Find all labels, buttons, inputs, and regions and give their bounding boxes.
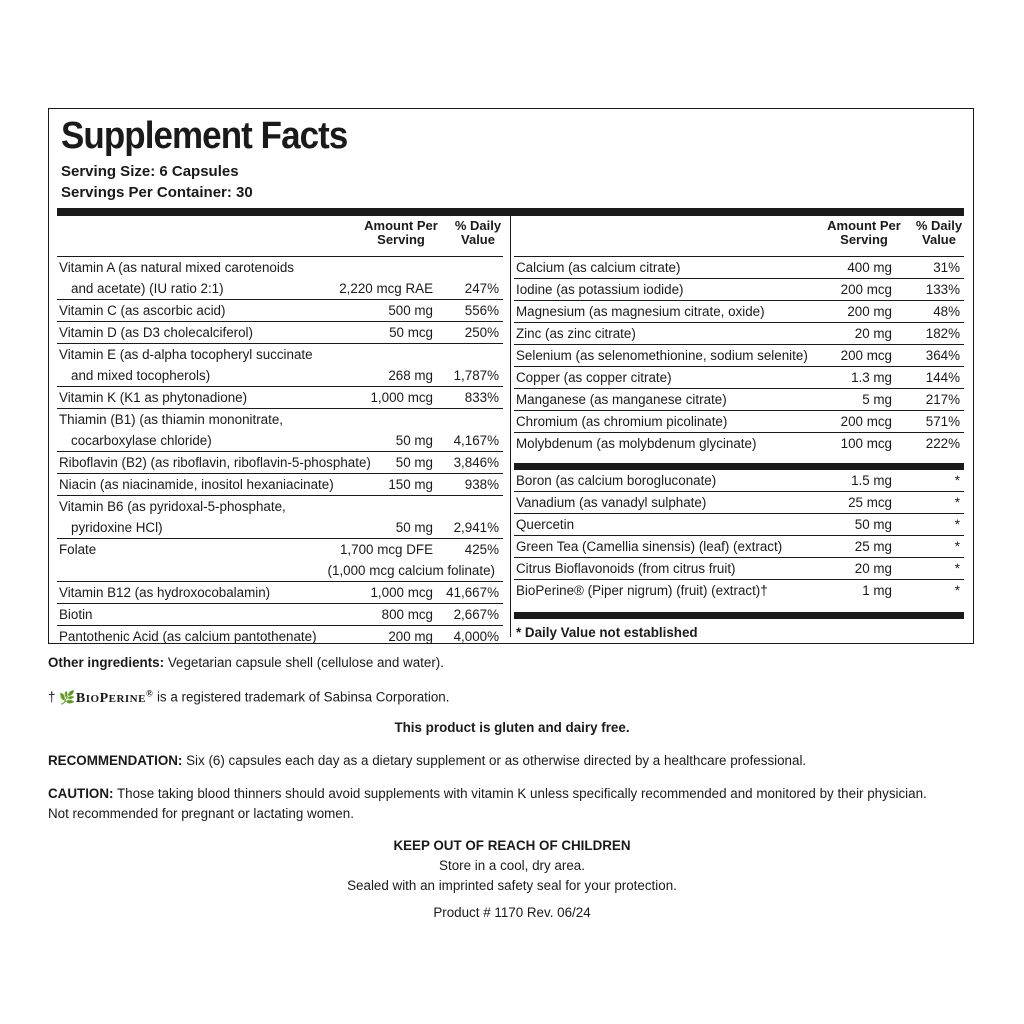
nutrient-daily-value: 1,787% bbox=[453, 368, 499, 383]
nutrient-amount: 25 mg bbox=[854, 539, 892, 554]
nutrient-row bbox=[514, 389, 964, 411]
nutrient-name-continued: pyridoxine HCl) bbox=[71, 520, 163, 535]
nutrient-name: Vitamin B12 (as hydroxocobalamin) bbox=[59, 585, 271, 600]
bioperine-logo: 🌿BIOPERINE® bbox=[59, 688, 154, 706]
right-column bbox=[514, 215, 964, 640]
nutrient-daily-value: 48% bbox=[933, 304, 960, 319]
nutrient-amount: 50 mg bbox=[395, 520, 433, 535]
nutrient-amount: 200 mcg bbox=[840, 414, 892, 429]
nutrient-name: Calcium (as calcium citrate) bbox=[516, 260, 681, 275]
nutrient-daily-value: 182% bbox=[925, 326, 960, 341]
nutrient-amount: 1,000 mcg bbox=[370, 390, 433, 405]
nutrient-row bbox=[57, 582, 503, 604]
nutrient-amount: 100 mcg bbox=[840, 436, 892, 451]
nutrient-name: Boron (as calcium borogluconate) bbox=[516, 473, 717, 488]
nutrient-daily-value: 144% bbox=[925, 370, 960, 385]
nutrient-amount: 268 mg bbox=[388, 368, 433, 383]
nutrient-row bbox=[514, 411, 964, 433]
nutrient-amount: 200 mcg bbox=[840, 348, 892, 363]
nutrient-name: Vitamin E (as d-alpha tocopheryl succinate bbox=[59, 347, 313, 362]
caution: CAUTION: Those taking blood thinners should avoid supplements with vitamin K unless specifically recommended and monitored by their physician. Not recommended for pregnant or lactating women. bbox=[48, 786, 927, 821]
bioperine-trademark: † 🌿BIOPERINE® is a registered trademark of Sabinsa Corporation. bbox=[48, 688, 450, 706]
nutrient-name: Copper (as copper citrate) bbox=[516, 370, 672, 385]
amount-header: Amount Per Serving bbox=[364, 218, 438, 247]
nutrient-name: BioPerine® (Piper nigrum) (fruit) (extract)† bbox=[516, 583, 768, 598]
nutrient-row bbox=[57, 344, 503, 387]
nutrient-daily-value: * bbox=[954, 539, 960, 554]
nutrient-name: Vitamin K (K1 as phytonadione) bbox=[59, 390, 248, 405]
nutrient-row bbox=[514, 558, 964, 580]
nutrient-amount: 1 mg bbox=[862, 583, 892, 598]
supplement-facts-panel bbox=[48, 108, 974, 644]
nutrient-amount: 800 mcg bbox=[381, 607, 433, 622]
nutrient-daily-value: 4,000% bbox=[453, 629, 499, 644]
nutrient-amount: 5 mg bbox=[862, 392, 892, 407]
nutrient-row bbox=[57, 474, 503, 496]
nutrient-daily-value: * bbox=[954, 495, 960, 510]
nutrient-daily-value: 364% bbox=[925, 348, 960, 363]
servings-per-container: Servings Per Container: 30 bbox=[61, 184, 253, 201]
left-rows bbox=[57, 257, 503, 648]
nutrient-amount: 150 mg bbox=[388, 477, 433, 492]
nutrient-amount: 200 mcg bbox=[840, 282, 892, 297]
nutrient-daily-value: 250% bbox=[464, 325, 499, 340]
nutrient-daily-value: * bbox=[954, 517, 960, 532]
nutrient-row bbox=[514, 470, 964, 492]
nutrient-name-continued: and acetate) (IU ratio 2:1) bbox=[71, 281, 224, 296]
nutrient-row bbox=[57, 322, 503, 344]
right-column-header bbox=[514, 215, 964, 257]
nutrient-name: Magnesium (as magnesium citrate, oxide) bbox=[516, 304, 765, 319]
bottom-thick-rule bbox=[514, 612, 964, 619]
section-thick-rule bbox=[514, 463, 964, 470]
nutrient-row bbox=[514, 301, 964, 323]
facts-title: Supplement Facts bbox=[61, 115, 348, 157]
right-rows-2 bbox=[514, 470, 964, 602]
nutrient-name-continued: and mixed tocopherols) bbox=[71, 368, 211, 383]
nutrient-daily-value: 41,667% bbox=[446, 585, 499, 600]
nutrient-name: Chromium (as chromium picolinate) bbox=[516, 414, 728, 429]
keep-out-warning: KEEP OUT OF REACH OF CHILDREN bbox=[393, 838, 631, 853]
nutrient-name: Vanadium (as vanadyl sulphate) bbox=[516, 495, 707, 510]
left-column-header bbox=[57, 215, 503, 257]
nutrient-name: Vitamin A (as natural mixed carotenoids bbox=[59, 260, 294, 275]
nutrient-daily-value: 938% bbox=[464, 477, 499, 492]
nutrient-amount: 20 mg bbox=[854, 326, 892, 341]
nutrient-name: Thiamin (B1) (as thiamin mononitrate, bbox=[59, 412, 284, 427]
nutrient-name: Vitamin C (as ascorbic acid) bbox=[59, 303, 226, 318]
nutrient-amount: 1,700 mcg DFE bbox=[339, 542, 433, 557]
serving-size: Serving Size: 6 Capsules bbox=[61, 163, 239, 180]
nutrient-row bbox=[514, 323, 964, 345]
nutrient-amount: 50 mg bbox=[395, 433, 433, 448]
nutrient-daily-value: 3,846% bbox=[453, 455, 499, 470]
gluten-free-note: This product is gluten and dairy free. bbox=[394, 720, 630, 735]
nutrient-name: Biotin bbox=[59, 607, 93, 622]
nutrient-daily-value: 247% bbox=[464, 281, 499, 296]
nutrient-row bbox=[57, 539, 503, 582]
nutrient-daily-value: * bbox=[954, 583, 960, 598]
column-divider bbox=[510, 215, 511, 637]
nutrient-name: Selenium (as selenomethionine, sodium selenite) bbox=[516, 348, 808, 363]
nutrient-amount: 1.3 mg bbox=[851, 370, 892, 385]
nutrient-name: Molybdenum (as molybdenum glycinate) bbox=[516, 436, 757, 451]
nutrient-daily-value: * bbox=[954, 473, 960, 488]
nutrient-row bbox=[514, 514, 964, 536]
nutrient-daily-value: 222% bbox=[925, 436, 960, 451]
nutrient-row bbox=[57, 604, 503, 626]
dagger: † bbox=[48, 689, 56, 705]
nutrient-name: Iodine (as potassium iodide) bbox=[516, 282, 684, 297]
nutrient-amount: 2,220 mcg RAE bbox=[339, 281, 433, 296]
nutrient-name: Quercetin bbox=[516, 517, 575, 532]
nutrient-amount: 200 mg bbox=[388, 629, 433, 644]
nutrient-row bbox=[514, 257, 964, 279]
nutrient-name: Vitamin B6 (as pyridoxal-5-phosphate, bbox=[59, 499, 286, 514]
nutrient-amount: 50 mcg bbox=[389, 325, 433, 340]
nutrient-daily-value: 425% bbox=[464, 542, 499, 557]
dv-header-right: % Daily Value bbox=[915, 218, 963, 247]
nutrient-amount: 400 mg bbox=[847, 260, 892, 275]
nutrient-name: Zinc (as zinc citrate) bbox=[516, 326, 636, 341]
nutrient-row bbox=[514, 536, 964, 558]
nutrient-daily-value: 133% bbox=[925, 282, 960, 297]
nutrient-daily-value: 833% bbox=[464, 390, 499, 405]
nutrient-name: Green Tea (Camellia sinensis) (leaf) (extract) bbox=[516, 539, 783, 554]
recommendation: RECOMMENDATION: Six (6) capsules each day as a dietary supplement or as otherwise directed by a healthcare professional. bbox=[48, 753, 807, 768]
nutrient-name-continued: cocarboxylase chloride) bbox=[71, 433, 212, 448]
amount-header-right: Amount Per Serving bbox=[827, 218, 901, 247]
nutrient-daily-value: 31% bbox=[933, 260, 960, 275]
nutrient-name: Vitamin D (as D3 cholecalciferol) bbox=[59, 325, 253, 340]
nutrient-row bbox=[514, 279, 964, 301]
nutrient-row bbox=[514, 492, 964, 514]
dv-note: * Daily Value not established bbox=[516, 625, 698, 640]
nutrient-row bbox=[57, 452, 503, 474]
right-rows bbox=[514, 257, 964, 455]
nutrient-row bbox=[57, 496, 503, 539]
nutrient-amount: 25 mcg bbox=[848, 495, 892, 510]
nutrient-amount: 500 mg bbox=[388, 303, 433, 318]
nutrient-daily-value: 2,941% bbox=[453, 520, 499, 535]
nutrient-row bbox=[514, 367, 964, 389]
nutrient-amount: 50 mg bbox=[854, 517, 892, 532]
nutrient-name: Folate bbox=[59, 542, 97, 557]
nutrient-row bbox=[57, 300, 503, 322]
nutrient-name: Citrus Bioflavonoids (from citrus fruit) bbox=[516, 561, 736, 576]
nutrient-name: Riboflavin (B2) (as riboflavin, riboflavin-5-phosphate) bbox=[59, 455, 371, 470]
nutrient-row bbox=[57, 409, 503, 452]
other-ingredients: Other ingredients: Vegetarian capsule shell (cellulose and water). bbox=[48, 655, 444, 670]
product-number: Product # 1170 Rev. 06/24 bbox=[433, 905, 591, 920]
seal-note: Sealed with an imprinted safety seal for your protection. bbox=[347, 878, 677, 893]
nutrient-row bbox=[57, 387, 503, 409]
nutrient-amount: 20 mg bbox=[854, 561, 892, 576]
left-column bbox=[57, 215, 503, 648]
nutrient-name: Pantothenic Acid (as calcium pantothenate) bbox=[59, 629, 317, 644]
nutrient-name: Niacin (as niacinamide, inositol hexaniacinate) bbox=[59, 477, 334, 492]
nutrient-row bbox=[57, 257, 503, 300]
nutrient-amount: 1.5 mg bbox=[851, 473, 892, 488]
nutrient-daily-value: 217% bbox=[925, 392, 960, 407]
nutrient-daily-value: 4,167% bbox=[453, 433, 499, 448]
storage-note: Store in a cool, dry area. bbox=[439, 858, 585, 873]
nutrient-daily-value: * bbox=[954, 561, 960, 576]
nutrient-row bbox=[514, 345, 964, 367]
nutrient-row bbox=[57, 626, 503, 648]
nutrient-subnote: (1,000 mcg calcium folinate) bbox=[327, 563, 495, 578]
nutrient-row bbox=[514, 580, 964, 602]
nutrient-row bbox=[514, 433, 964, 455]
nutrient-amount: 200 mg bbox=[847, 304, 892, 319]
nutrient-amount: 50 mg bbox=[395, 455, 433, 470]
nutrient-name: Manganese (as manganese citrate) bbox=[516, 392, 727, 407]
nutrient-daily-value: 2,667% bbox=[453, 607, 499, 622]
nutrient-daily-value: 571% bbox=[925, 414, 960, 429]
nutrient-amount: 1,000 mcg bbox=[370, 585, 433, 600]
dv-header: % Daily Value bbox=[454, 218, 502, 247]
nutrient-daily-value: 556% bbox=[464, 303, 499, 318]
